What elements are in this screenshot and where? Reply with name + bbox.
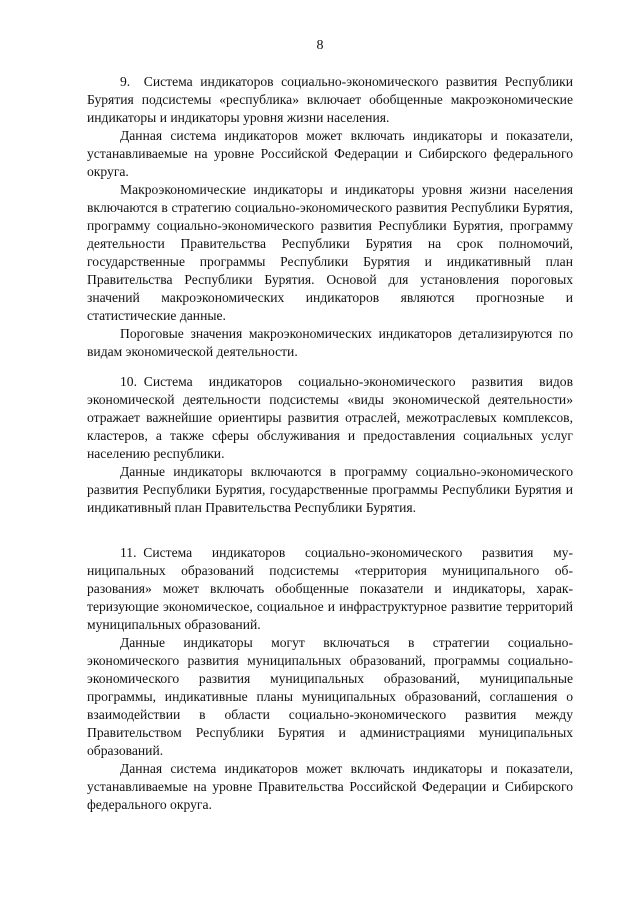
section-10 <box>87 373 573 517</box>
page-number: 8 <box>316 38 324 53</box>
paragraph: Макроэкономические индикаторы и индикаторы уровня жизни населения включаются в стратегию социально-экономического развития Республики Бурятия, программу социально-экономического развития Республики Бурятия, программу деятельности Правительства Республики Бурятия на срок полномочий, государственные программы Республики Бурятия и индикативный план Правительства Республики Бурятия. Основой для установления пороговых значений макроэкономических индикаторов являются прогнозные и статистические данные. <box>87 182 573 323</box>
paragraph: Пороговые значения макроэкономических индикаторов детализируются по видам экономической деятельности. <box>87 326 573 359</box>
paragraph: Данная система индикаторов может включать индикаторы и показатели, устанавливаемые на уровне Правительства Российской Федерации и Сибирского федерального округа. <box>87 761 573 812</box>
paragraph: 11. Система индикаторов социально-экономического развития муниципальных образований подсистемы «территория муниципального образования» может включать обобщенные показатели и индикаторы, характеризующие экономическое, социальное и инфраструктурное развитие территорий муниципальных образований. <box>87 545 573 632</box>
paragraph: Данные индикаторы включаются в программу социально-экономического развития Республики Бурятия, государственные программы Республики Бурятия и индикативный план Правительства Республики Бурятия. <box>87 464 573 515</box>
paragraph: Данные индикаторы могут включаться в стратегии социально-экономического развития муниципальных образований, программы социально-экономического развития муниципальных образований, муниципальные программы, индикативные планы муниципальных образований, соглашения о взаимодействии в области социально-экономического развития между Правительством Республики Бурятия и администрациями муниципальных образований. <box>87 635 573 758</box>
section-11 <box>87 544 573 814</box>
section-9 <box>87 73 573 361</box>
paragraph: 9. Система индикаторов социально-экономического развития Республики Бурятия подсистемы «республика» включает обобщенные макроэкономические индикаторы и индикаторы уровня жизни населения. <box>87 74 573 125</box>
paragraph: 10. Система индикаторов социально-экономического развития видов экономической деятельности подсистемы «виды экономической деятельности» отражает важнейшие ориентиры развития отраслей, межотраслевых комплексов, кластеров, а также сферы обслуживания и предоставления социальных услуг населению республики. <box>87 374 573 461</box>
paragraph: Данная система индикаторов может включать индикаторы и показатели, устанавливаемые на уровне Российской Федерации и Сибирского федерального округа. <box>87 128 573 179</box>
